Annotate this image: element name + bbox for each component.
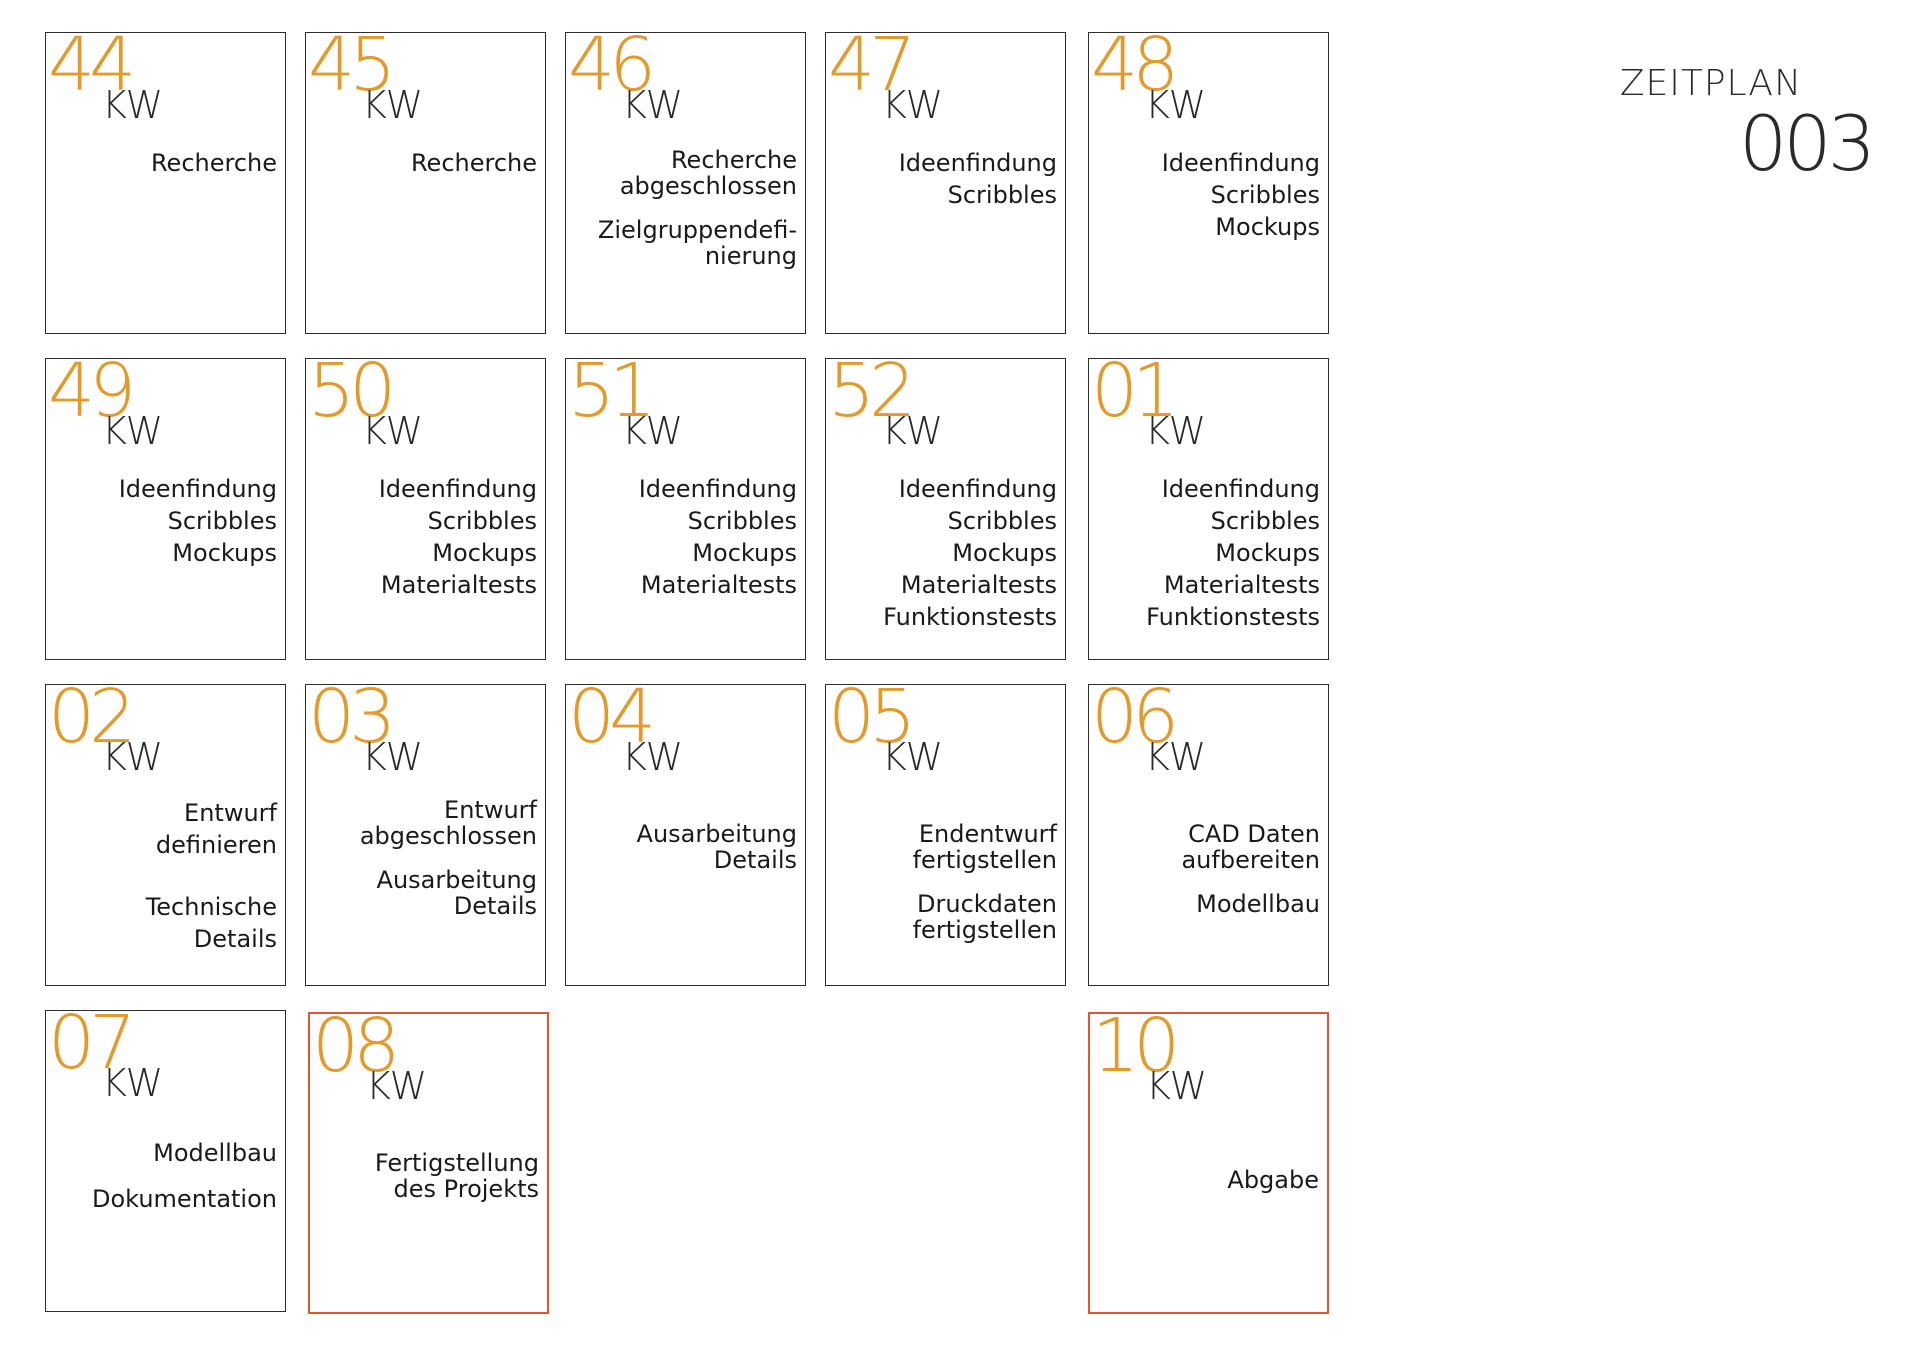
week-number: 49 <box>48 348 131 434</box>
week-number: 52 <box>828 348 911 434</box>
week-tasks <box>1095 147 1320 261</box>
task-line: fertigstellen <box>912 846 1057 874</box>
task-line: Dokumentation <box>92 1185 277 1213</box>
week-card <box>45 22 286 334</box>
week-tasks <box>312 147 537 197</box>
task-group <box>832 473 1057 633</box>
task-group <box>832 821 1057 873</box>
week-number: 44 <box>48 22 131 108</box>
task-group <box>572 217 797 269</box>
week-tasks <box>572 821 797 891</box>
task-group <box>316 1150 539 1202</box>
week-tasks <box>52 797 277 973</box>
task-group <box>52 1137 277 1169</box>
week-number: 03 <box>308 674 391 760</box>
week-number: 05 <box>828 674 911 760</box>
page-title: ZEITPLAN <box>1619 63 1802 104</box>
task-line: Ausarbeitung <box>376 866 537 894</box>
week-kw-label: KW <box>1145 409 1207 453</box>
task-line: Zielgruppendefi- <box>597 216 797 244</box>
task-line: Druckdaten <box>917 890 1057 918</box>
week-kw-label: KW <box>882 409 944 453</box>
task-group <box>1095 147 1320 243</box>
task-line: Entwurf <box>444 796 537 824</box>
week-number: 48 <box>1091 22 1174 108</box>
task-line: fertigstellen <box>912 916 1057 944</box>
week-number: 51 <box>568 348 651 434</box>
week-card <box>45 674 286 986</box>
week-kw-label: KW <box>102 409 164 453</box>
task-line: Materialtests <box>900 571 1057 599</box>
week-kw-label: KW <box>362 735 424 779</box>
task-line: nierung <box>704 242 797 270</box>
task-group <box>1095 821 1320 873</box>
week-kw-label: KW <box>1145 83 1207 127</box>
week-tasks <box>572 473 797 619</box>
task-group <box>312 867 537 919</box>
task-line: Mockups <box>172 539 277 567</box>
week-number: 01 <box>1091 348 1174 434</box>
task-line: Ideenfindung <box>898 149 1057 177</box>
task-line: Ideenfindung <box>378 475 537 503</box>
task-line: Materialtests <box>640 571 797 599</box>
week-number: 07 <box>48 1000 131 1086</box>
page-header <box>1619 63 1872 188</box>
task-line: Details <box>193 925 277 953</box>
week-tasks <box>1096 1164 1319 1214</box>
task-line: Scribbles <box>1210 507 1320 535</box>
week-kw-label: KW <box>102 735 164 779</box>
week-card <box>565 348 806 660</box>
week-tasks <box>52 147 277 197</box>
week-number: 08 <box>312 1003 395 1089</box>
task-line: Scribbles <box>1210 181 1320 209</box>
task-line: Details <box>453 892 537 920</box>
task-group <box>832 891 1057 943</box>
week-tasks <box>52 473 277 587</box>
task-group <box>52 891 277 955</box>
week-tasks <box>312 797 537 937</box>
task-line: Recherche <box>410 149 537 177</box>
week-tasks <box>1095 473 1320 651</box>
task-group <box>572 147 797 199</box>
week-kw-label: KW <box>622 83 684 127</box>
task-group <box>312 473 537 601</box>
task-line: Scribbles <box>947 507 1057 535</box>
week-kw-label: KW <box>362 409 424 453</box>
week-number: 10 <box>1092 1003 1175 1089</box>
task-line: Abgabe <box>1227 1166 1319 1194</box>
week-number: 02 <box>48 674 131 760</box>
task-line: Scribbles <box>167 507 277 535</box>
week-number: 47 <box>828 22 911 108</box>
task-line: Ideenfindung <box>1161 149 1320 177</box>
task-group <box>1095 891 1320 917</box>
week-number: 04 <box>568 674 651 760</box>
task-line: Ideenfindung <box>118 475 277 503</box>
task-line: abgeschlossen <box>359 822 537 850</box>
week-kw-label: KW <box>1145 735 1207 779</box>
week-kw-label: KW <box>366 1064 428 1108</box>
task-line: Mockups <box>1215 539 1320 567</box>
task-group <box>1095 473 1320 633</box>
week-tasks <box>316 1150 539 1220</box>
week-number: 06 <box>1091 674 1174 760</box>
task-group <box>52 1183 277 1215</box>
task-line: Recherche <box>670 146 797 174</box>
week-card <box>565 22 806 334</box>
task-line: Fertigstellung <box>374 1149 539 1177</box>
task-line: Materialtests <box>1163 571 1320 599</box>
week-number: 50 <box>308 348 391 434</box>
page-number: 003 <box>1738 99 1872 188</box>
task-line: Modellbau <box>153 1139 277 1167</box>
task-group <box>52 473 277 569</box>
task-line: Ideenfindung <box>898 475 1057 503</box>
week-card <box>565 674 806 986</box>
week-kw-label: KW <box>1146 1064 1208 1108</box>
task-line: Materialtests <box>380 571 537 599</box>
task-line: Modellbau <box>1196 890 1320 918</box>
week-card <box>308 1003 549 1314</box>
week-kw-label: KW <box>362 83 424 127</box>
task-line: Details <box>713 846 797 874</box>
task-line: Mockups <box>952 539 1057 567</box>
week-card <box>305 348 546 660</box>
task-line: Scribbles <box>947 181 1057 209</box>
task-group <box>572 821 797 873</box>
task-line: Scribbles <box>427 507 537 535</box>
task-line: definieren <box>155 831 277 859</box>
task-line: abgeschlossen <box>619 172 797 200</box>
task-group <box>312 147 537 179</box>
task-line: Recherche <box>150 149 277 177</box>
task-line: aufbereiten <box>1181 846 1320 874</box>
task-group <box>572 473 797 601</box>
week-kw-label: KW <box>882 83 944 127</box>
week-card <box>1088 674 1329 986</box>
week-tasks <box>832 821 1057 961</box>
task-group <box>52 147 277 179</box>
week-number: 46 <box>568 22 651 108</box>
week-tasks <box>572 147 797 287</box>
task-line: Ausarbeitung <box>636 820 797 848</box>
task-line: Funktionstests <box>883 603 1057 631</box>
week-card <box>825 22 1066 334</box>
week-kw-label: KW <box>622 409 684 453</box>
week-kw-label: KW <box>882 735 944 779</box>
task-line: Funktionstests <box>1146 603 1320 631</box>
task-line: Ideenfindung <box>638 475 797 503</box>
week-tasks <box>1095 821 1320 935</box>
week-kw-label: KW <box>622 735 684 779</box>
task-line: Ideenfindung <box>1161 475 1320 503</box>
task-line: des Projekts <box>393 1175 539 1203</box>
task-line: Mockups <box>692 539 797 567</box>
task-line: CAD Daten <box>1188 820 1320 848</box>
week-card <box>305 674 546 986</box>
task-line: Mockups <box>1215 213 1320 241</box>
week-kw-label: KW <box>102 83 164 127</box>
week-card <box>825 674 1066 986</box>
week-tasks <box>832 147 1057 229</box>
task-line: Mockups <box>432 539 537 567</box>
week-card <box>305 22 546 334</box>
week-tasks <box>52 1137 277 1233</box>
week-card <box>1088 22 1329 334</box>
week-card <box>45 1000 286 1312</box>
week-number: 45 <box>308 22 391 108</box>
task-line: Entwurf <box>184 799 277 827</box>
task-line: Endentwurf <box>918 820 1057 848</box>
task-line: Scribbles <box>687 507 797 535</box>
task-group <box>832 147 1057 211</box>
task-group <box>52 797 277 861</box>
task-group <box>1096 1164 1319 1196</box>
week-tasks <box>312 473 537 619</box>
week-card <box>1088 1003 1329 1314</box>
task-line: Technische <box>145 893 277 921</box>
week-tasks <box>832 473 1057 651</box>
week-card <box>1088 348 1329 660</box>
week-kw-label: KW <box>102 1061 164 1105</box>
task-group <box>312 797 537 849</box>
week-card <box>45 348 286 660</box>
week-card <box>825 348 1066 660</box>
